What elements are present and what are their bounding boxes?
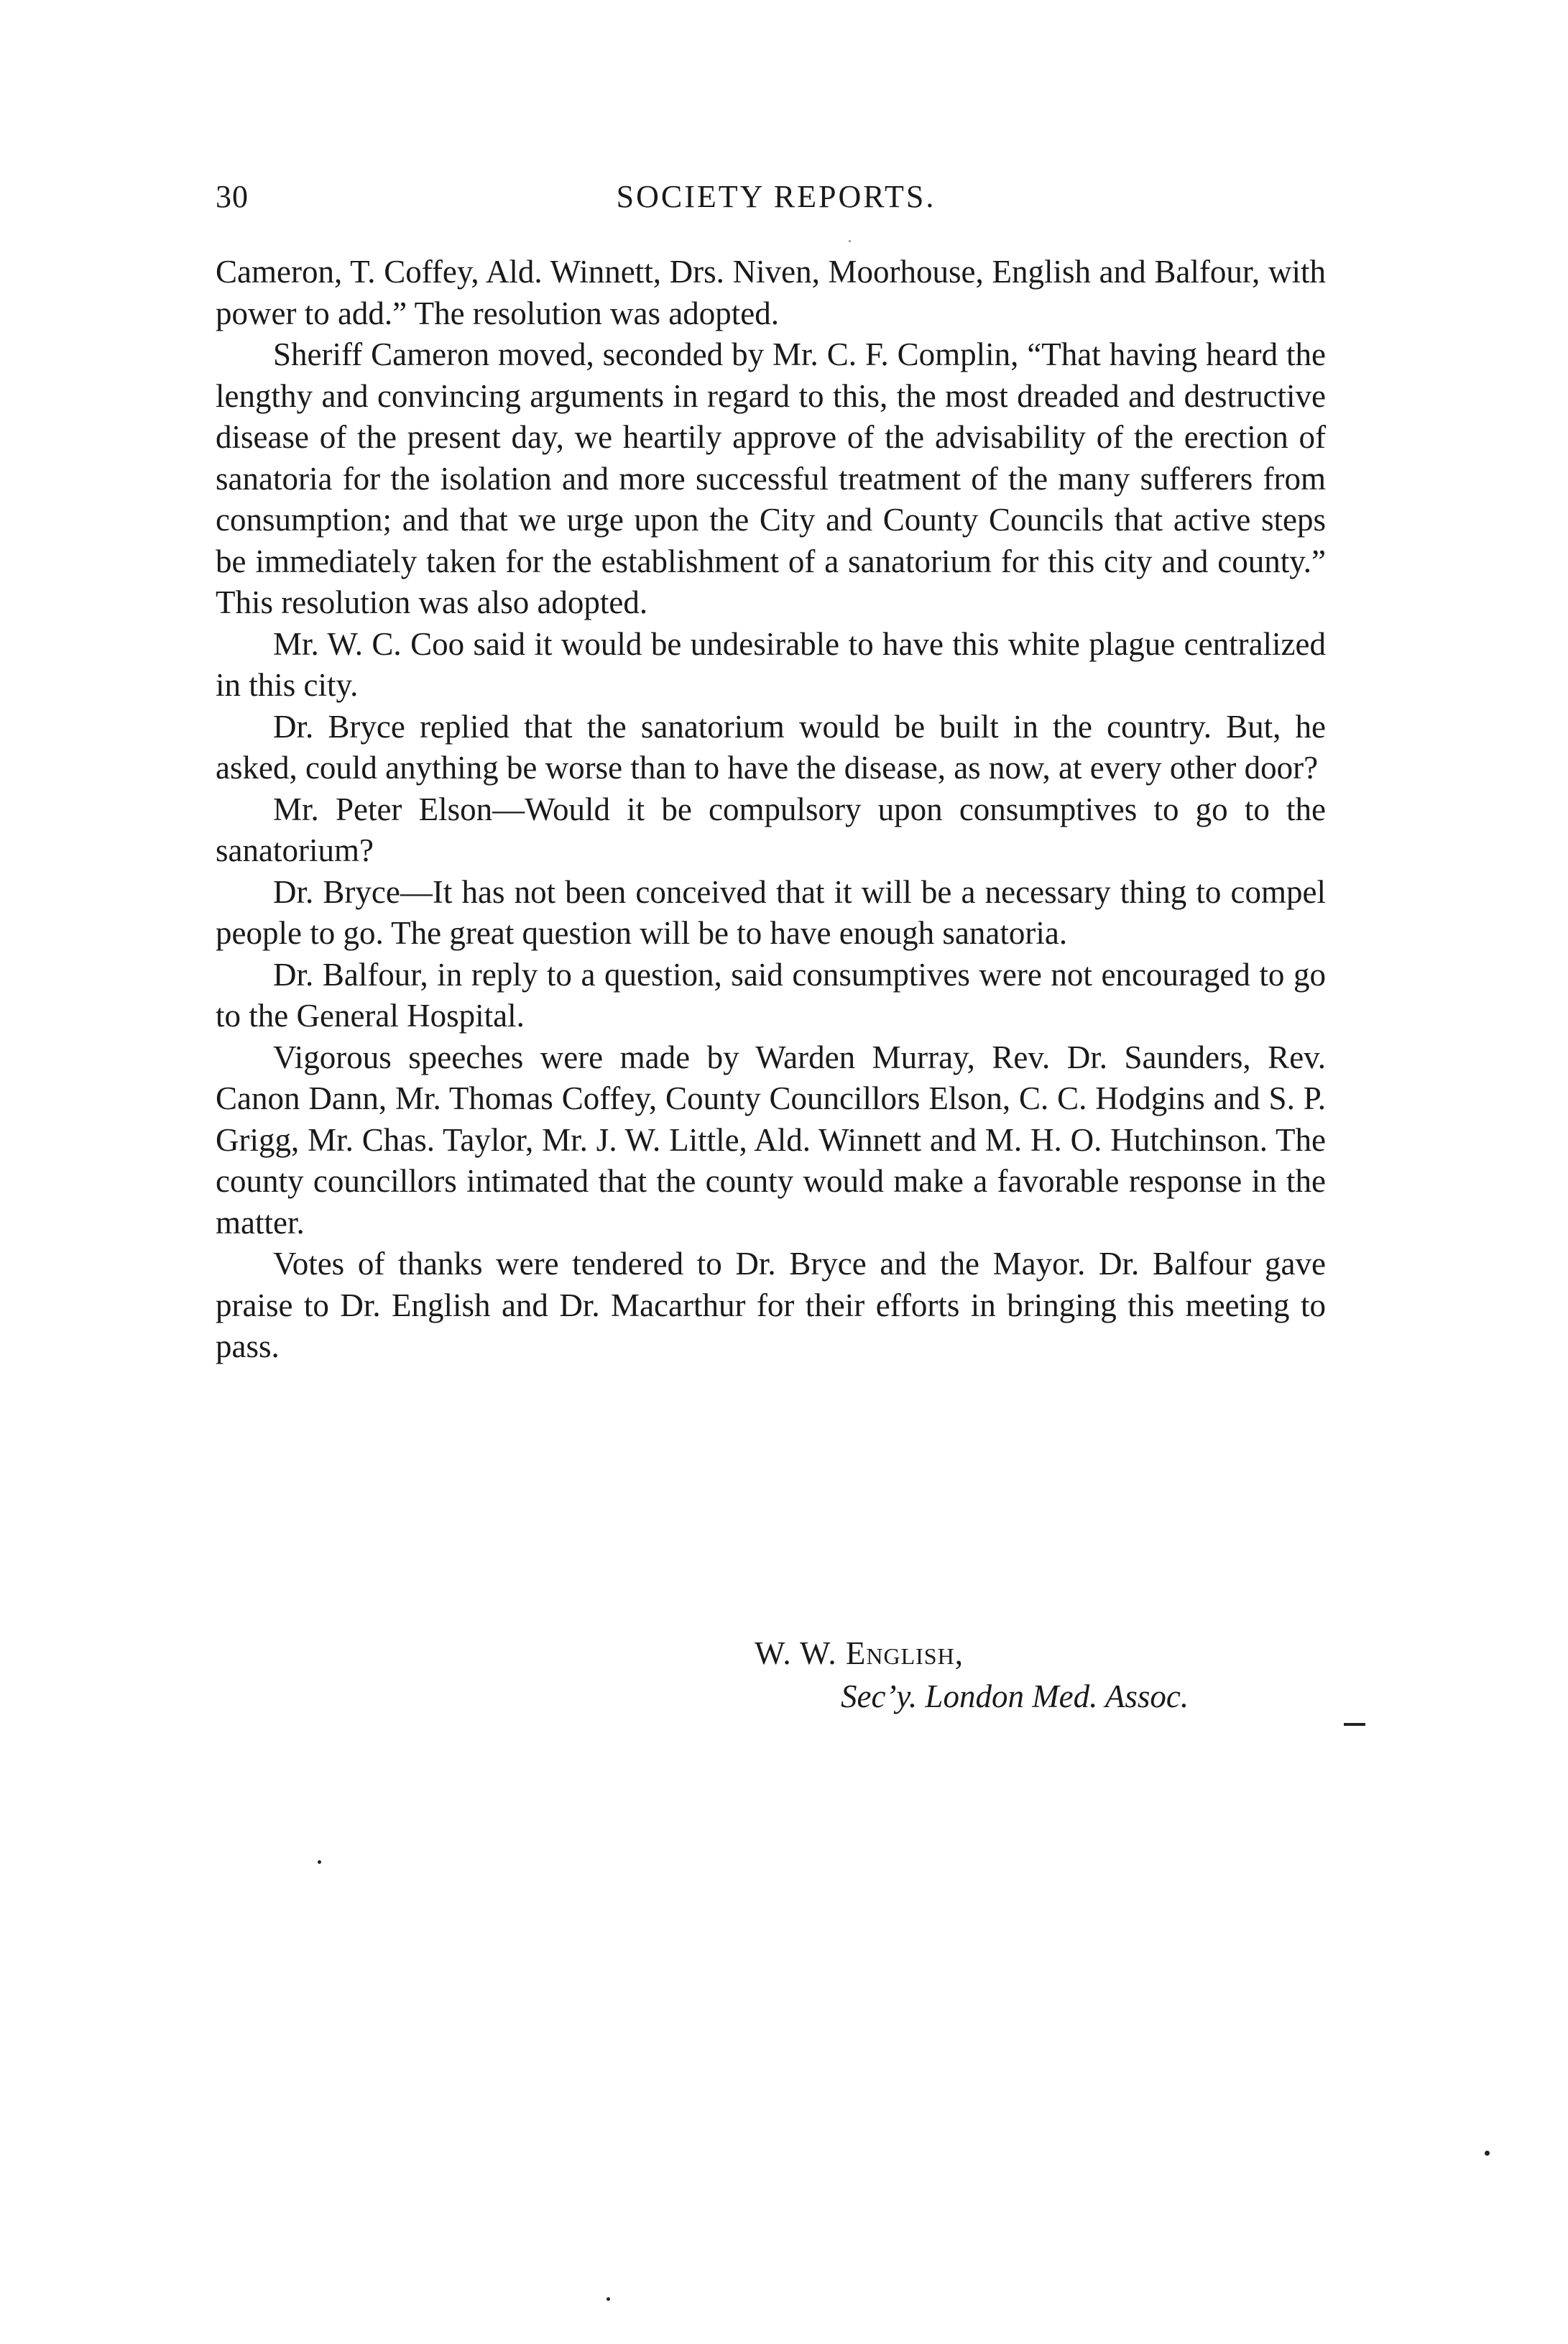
paragraph: Dr. Bryce replied that the sanatorium would be built in the country. But, he asked, could anything be worse than to have the disease, as now, at every other door? — [216, 708, 1326, 786]
paragraph: Vigorous speeches were made by Warden Murray, Rev. Dr. Saunders, Rev. Canon Dann, Mr. Thomas Coffey, County Councillors Elson, C. C. Hodgins and S. P. Grigg, Mr. Chas. Taylor, Mr. J. W. Little, Ald. Winnett and M. H. O. Hutchinson. The county councillors intimated that the county would make a favorable response in the matter. — [216, 1039, 1326, 1241]
page-number: 30 — [216, 179, 249, 214]
paragraph: Mr. Peter Elson—Would it be compulsory upon consumptives to go to the sanatorium? — [216, 791, 1326, 868]
signature-block — [216, 1632, 1326, 1718]
paragraph: Mr. W. C. Coo said it would be undesirable to have this white plague centralized in this city. — [216, 625, 1326, 703]
paragraph: Dr. Balfour, in reply to a question, said consumptives were not encouraged to go to the General Hospital. — [216, 956, 1326, 1034]
printing-speck — [1485, 2151, 1490, 2156]
paragraph: Dr. Bryce—It has not been conceived that it will be a necessary thing to compel people to go. The great question will be to have enough sanatoria. — [216, 873, 1326, 951]
page-header — [216, 178, 1337, 221]
paragraph: Cameron, T. Coffey, Ald. Winnett, Drs. Niven, Moorhouse, English and Balfour, with power to add.” The resolution was adopted. — [216, 254, 1326, 331]
closing-dash-mark — [1344, 1723, 1365, 1726]
paragraph: Votes of thanks were tendered to Dr. Bryce and the Mayor. Dr. Balfour gave praise to Dr. English and Dr. Macarthur for their efforts in bringing this meeting to pass. — [216, 1246, 1326, 1364]
body-text — [216, 252, 1326, 1368]
paragraph: Sheriff Cameron moved, seconded by Mr. C. F. Complin, “That having heard the lengthy and convincing arguments in regard to this, the most dreaded and destructive disease of the present day, we heartily approve of the advisability of the erection of sanatoria for the isolation and more successful treatment of the many sufferers from consumption; and that we urge upon the City and County Councils that active steps be immediately taken for the establishment of a sanatorium for this city and county.” This resolution was also adopted. — [216, 336, 1326, 620]
signature-title: Sec’y. London Med. Assoc. — [841, 1678, 1189, 1714]
signature-name: W. W. English, — [755, 1635, 964, 1671]
printing-speck — [849, 240, 851, 242]
running-head: SOCIETY REPORTS. — [616, 179, 936, 214]
printing-speck — [607, 2297, 610, 2301]
printing-speck — [318, 1860, 321, 1864]
